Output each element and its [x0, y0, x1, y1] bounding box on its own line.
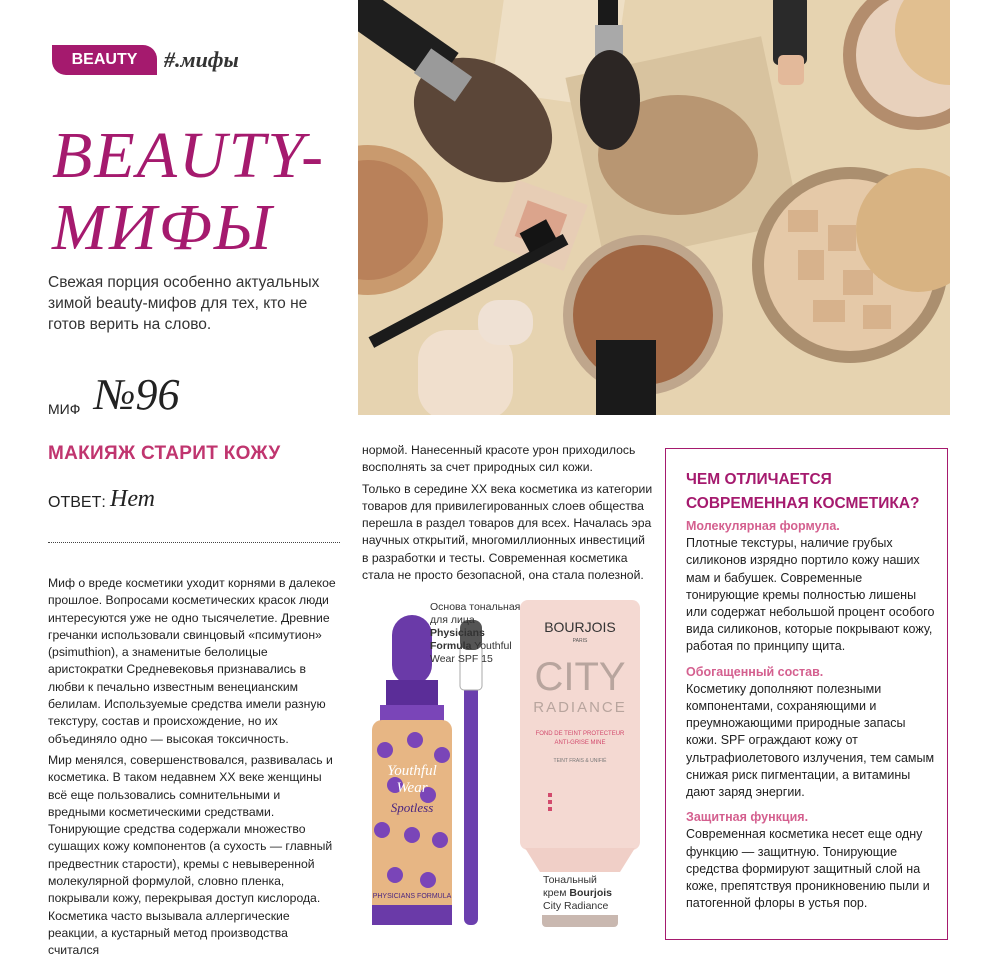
sidebar-paragraph: Плотные текстуры, наличие грубых силиконов изрядно портило кожу наших мам и бабушек. Современные тонирующие кремы полностью лишены или содержат небольшой процент особого вида силиконов, которые покрывают кожу, работая по принципу щита.: [686, 536, 935, 654]
lead-paragraph: Свежая порция особенно актуальных зимой beauty-мифов для тех, кто не готов верить на слово.: [48, 274, 320, 333]
sidebar-subheading: Защитная функция.: [686, 810, 809, 825]
makeup-illustration: [358, 0, 950, 415]
caption-text: City Radiance: [543, 900, 609, 912]
sidebar-subheading: Обогащенный состав.: [686, 664, 824, 679]
article-paragraph: Мир менялся, совершенствовался, развивалась и косметика. В таком недавнем XX веке женщины всё еще пользовались сомнительными и вредными косметическими средствами. Тонирующие средства содержали множество сушащих кожу компонентов (а сухость — главный предвестник старости), кремы с невыверенной молекулярной формулой, словно пленка, покрывали кожу, перекрывая доступ кислорода. Косметика часто вызывала аллергические реакции, а кустарный метод производства считался: [48, 752, 333, 958]
tube-sub-2: ANTI-GRISE MINE: [554, 740, 606, 746]
caption-physicians: [430, 601, 522, 666]
article-paragraph: Только в середине XX века косметика из категории товаров для привилегированных слоев общества перешла в раздел товаров для всех. Началась эра научных открытий, многомиллионных инвестиций в разработки и тесты. Современная косметика стала не просто безопасной, она стала полезной.: [362, 481, 653, 583]
article-column-1: [48, 575, 340, 964]
bottle-text-2: Wear: [396, 780, 428, 796]
tube-line-2: RADIANCE: [533, 699, 627, 716]
makeup-photo: [358, 0, 950, 415]
caption-brand: Physicians Formula: [430, 627, 485, 652]
tube-city: PARIS: [572, 638, 588, 644]
caption-text: Тональный крем: [543, 874, 597, 899]
bottle-text-1: Youthful: [387, 763, 437, 779]
tube-line-1: CITY: [534, 655, 626, 699]
tube-sub-1: FOND DE TEINT PROTECTEUR: [535, 731, 625, 737]
tube-sub-3: TEINT FRAIS & UNIFIÉ: [553, 758, 607, 764]
sidebar-paragraph: Косметику дополняют полезными компонентами, сохраняющими и преумножающими природные запасы кожи. SPF ограждают кожу от ультрафиолетового излучения, тем самым снижая риск пигментации, а витамины дают заряд энергии.: [686, 681, 935, 800]
article-column-2: [362, 442, 654, 588]
dotted-divider: [48, 542, 340, 543]
title-line-2: МИФЫ: [52, 191, 274, 264]
hashtag: #.мифы: [164, 47, 239, 72]
myth-number: №96: [94, 370, 180, 419]
section-tag: BEAUTY: [52, 45, 157, 75]
caption-brand: Bourjois: [569, 887, 613, 899]
caption-bourjois: [540, 872, 624, 915]
myth-heading: МАКИЯЖ СТАРИТ КОЖУ: [48, 443, 281, 464]
article-paragraph: нормой. Нанесенный красоте урон приходилось восполнять за счет природных сил кожи.: [362, 443, 636, 475]
bottle-text-3: Spotless: [390, 800, 434, 815]
caption-text: Youthful Wear SPF 15: [430, 640, 512, 665]
answer-label: ОТВЕТ:: [48, 494, 106, 511]
sidebar-subheading: Молекулярная формула.: [686, 519, 840, 533]
sidebar-body: [686, 518, 936, 920]
article-paragraph: Миф о вреде косметики уходит корнями в далекое прошлое. Вопросами косметических красок люди интересуются уже не одно тысячелетие. Древние гречанки использовали свинцовый «псимутион» (psimuthion), а знаменитые белолицые аристократки Средневековья признавались в любви к печально известным венецианским белилам. Используемые средства имели разную текстуру, состав и происхождение, но их объединяло одно — высокая токсичность.: [48, 576, 336, 746]
sidebar-paragraph: Современная косметика несет еще одну функцию — защитную. Тонирующие средства формируют защитный слой на коже, препятствуя проникновению пыли и патогенной флоры в устья пор.: [686, 827, 930, 911]
myth-label: МИФ: [48, 401, 81, 417]
bottle-brand: PHYSICIANS FORMULA: [372, 893, 452, 900]
title-line-1: BEAUTY-: [52, 119, 326, 192]
answer-value: Нет: [110, 486, 155, 512]
sidebar-title: ЧЕМ ОТЛИЧАЕТСЯ СОВРЕМЕННАЯ КОСМЕТИКА?: [686, 471, 920, 512]
tube-brand: BOURJOIS: [544, 619, 616, 635]
caption-text: Основа тональная для лица: [430, 601, 521, 626]
page-title: [52, 120, 352, 264]
